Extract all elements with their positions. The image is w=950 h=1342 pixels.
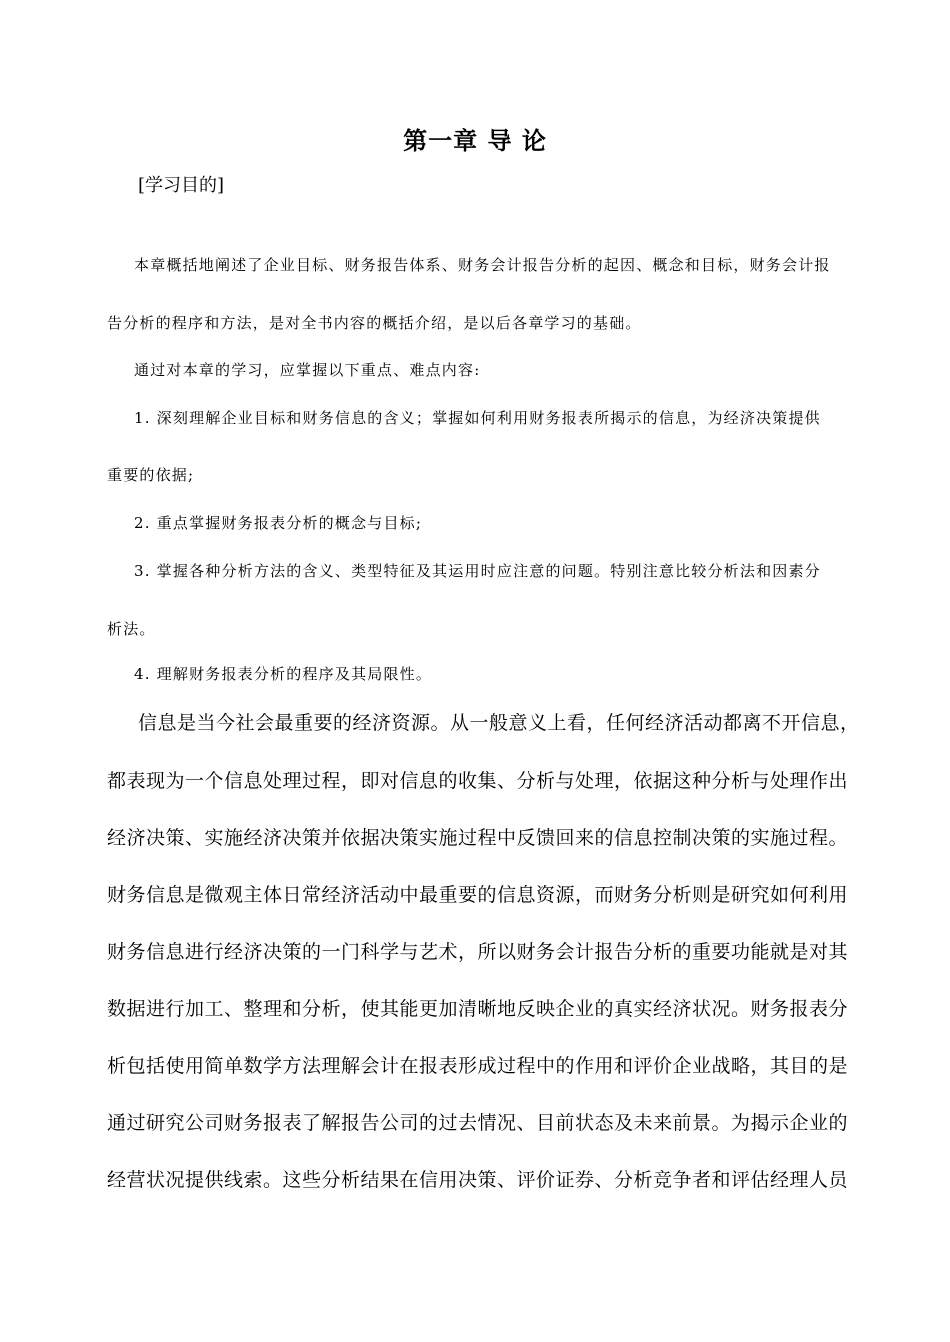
body-paragraph-line: 都表现为一个信息处理过程，即对信息的收集、分析与处理，依据这种分析与处理作出 [107, 770, 849, 792]
body-paragraph-line: 经营状况提供线索。这些分析结果在信用决策、评价证券、分析竞争者和评估经理人员 [107, 1169, 849, 1191]
objective-item-1: 1. 深刻理解企业目标和财务信息的含义；掌握如何利用财务报表所揭示的信息，为经济决策提供 [134, 409, 821, 427]
body-paragraph-line: 财务信息进行经济决策的一门科学与艺术，所以财务会计报告分析的重要功能就是对其 [107, 941, 849, 963]
body-paragraph-line: 财务信息是微观主体日常经济活动中最重要的信息资源，而财务分析则是研究如何利用 [107, 884, 849, 906]
objective-item-2: 2. 重点掌握财务报表分析的概念与目标; [134, 514, 423, 532]
section-heading: [学习目的] [138, 175, 225, 196]
intro-line: 本章概括地阐述了企业目标、财务报告体系、财务会计报告分析的起因、概念和目标，财务会计报 [134, 256, 831, 274]
objective-item-1-continued: 重要的依据; [107, 466, 195, 484]
intro-line: 通过对本章的学习，应掌握以下重点、难点内容: [134, 361, 481, 379]
objective-item-3-continued: 析法。 [107, 620, 156, 638]
objective-item-3: 3. 掌握各种分析方法的含义、类型特征及其运用时应注意的问题。特别注意比较分析法和因素分 [134, 562, 821, 580]
body-paragraph-line: 析包括使用简单数学方法理解会计在报表形成过程中的作用和评价企业战略，其目的是 [107, 1055, 849, 1077]
intro-line: 告分析的程序和方法，是对全书内容的概括介绍，是以后各章学习的基础。 [107, 314, 642, 332]
body-paragraph-line: 信息是当今社会最重要的经济资源。从一般意义上看，任何经济活动都离不开信息， [138, 712, 860, 734]
body-paragraph-line: 通过研究公司财务报表了解报告公司的过去情况、目前状态及未来前景。为揭示企业的 [107, 1112, 849, 1134]
body-paragraph-line: 经济决策、实施经济决策并依据决策实施过程中反馈回来的信息控制决策的实施过程。 [107, 827, 849, 849]
body-paragraph-line: 数据进行加工、整理和分析，使其能更加清晰地反映企业的真实经济状况。财务报表分 [107, 998, 849, 1020]
chapter-title: 第一章 导 论 [403, 126, 547, 155]
objective-item-4: 4. 理解财务报表分析的程序及其局限性。 [134, 665, 433, 683]
